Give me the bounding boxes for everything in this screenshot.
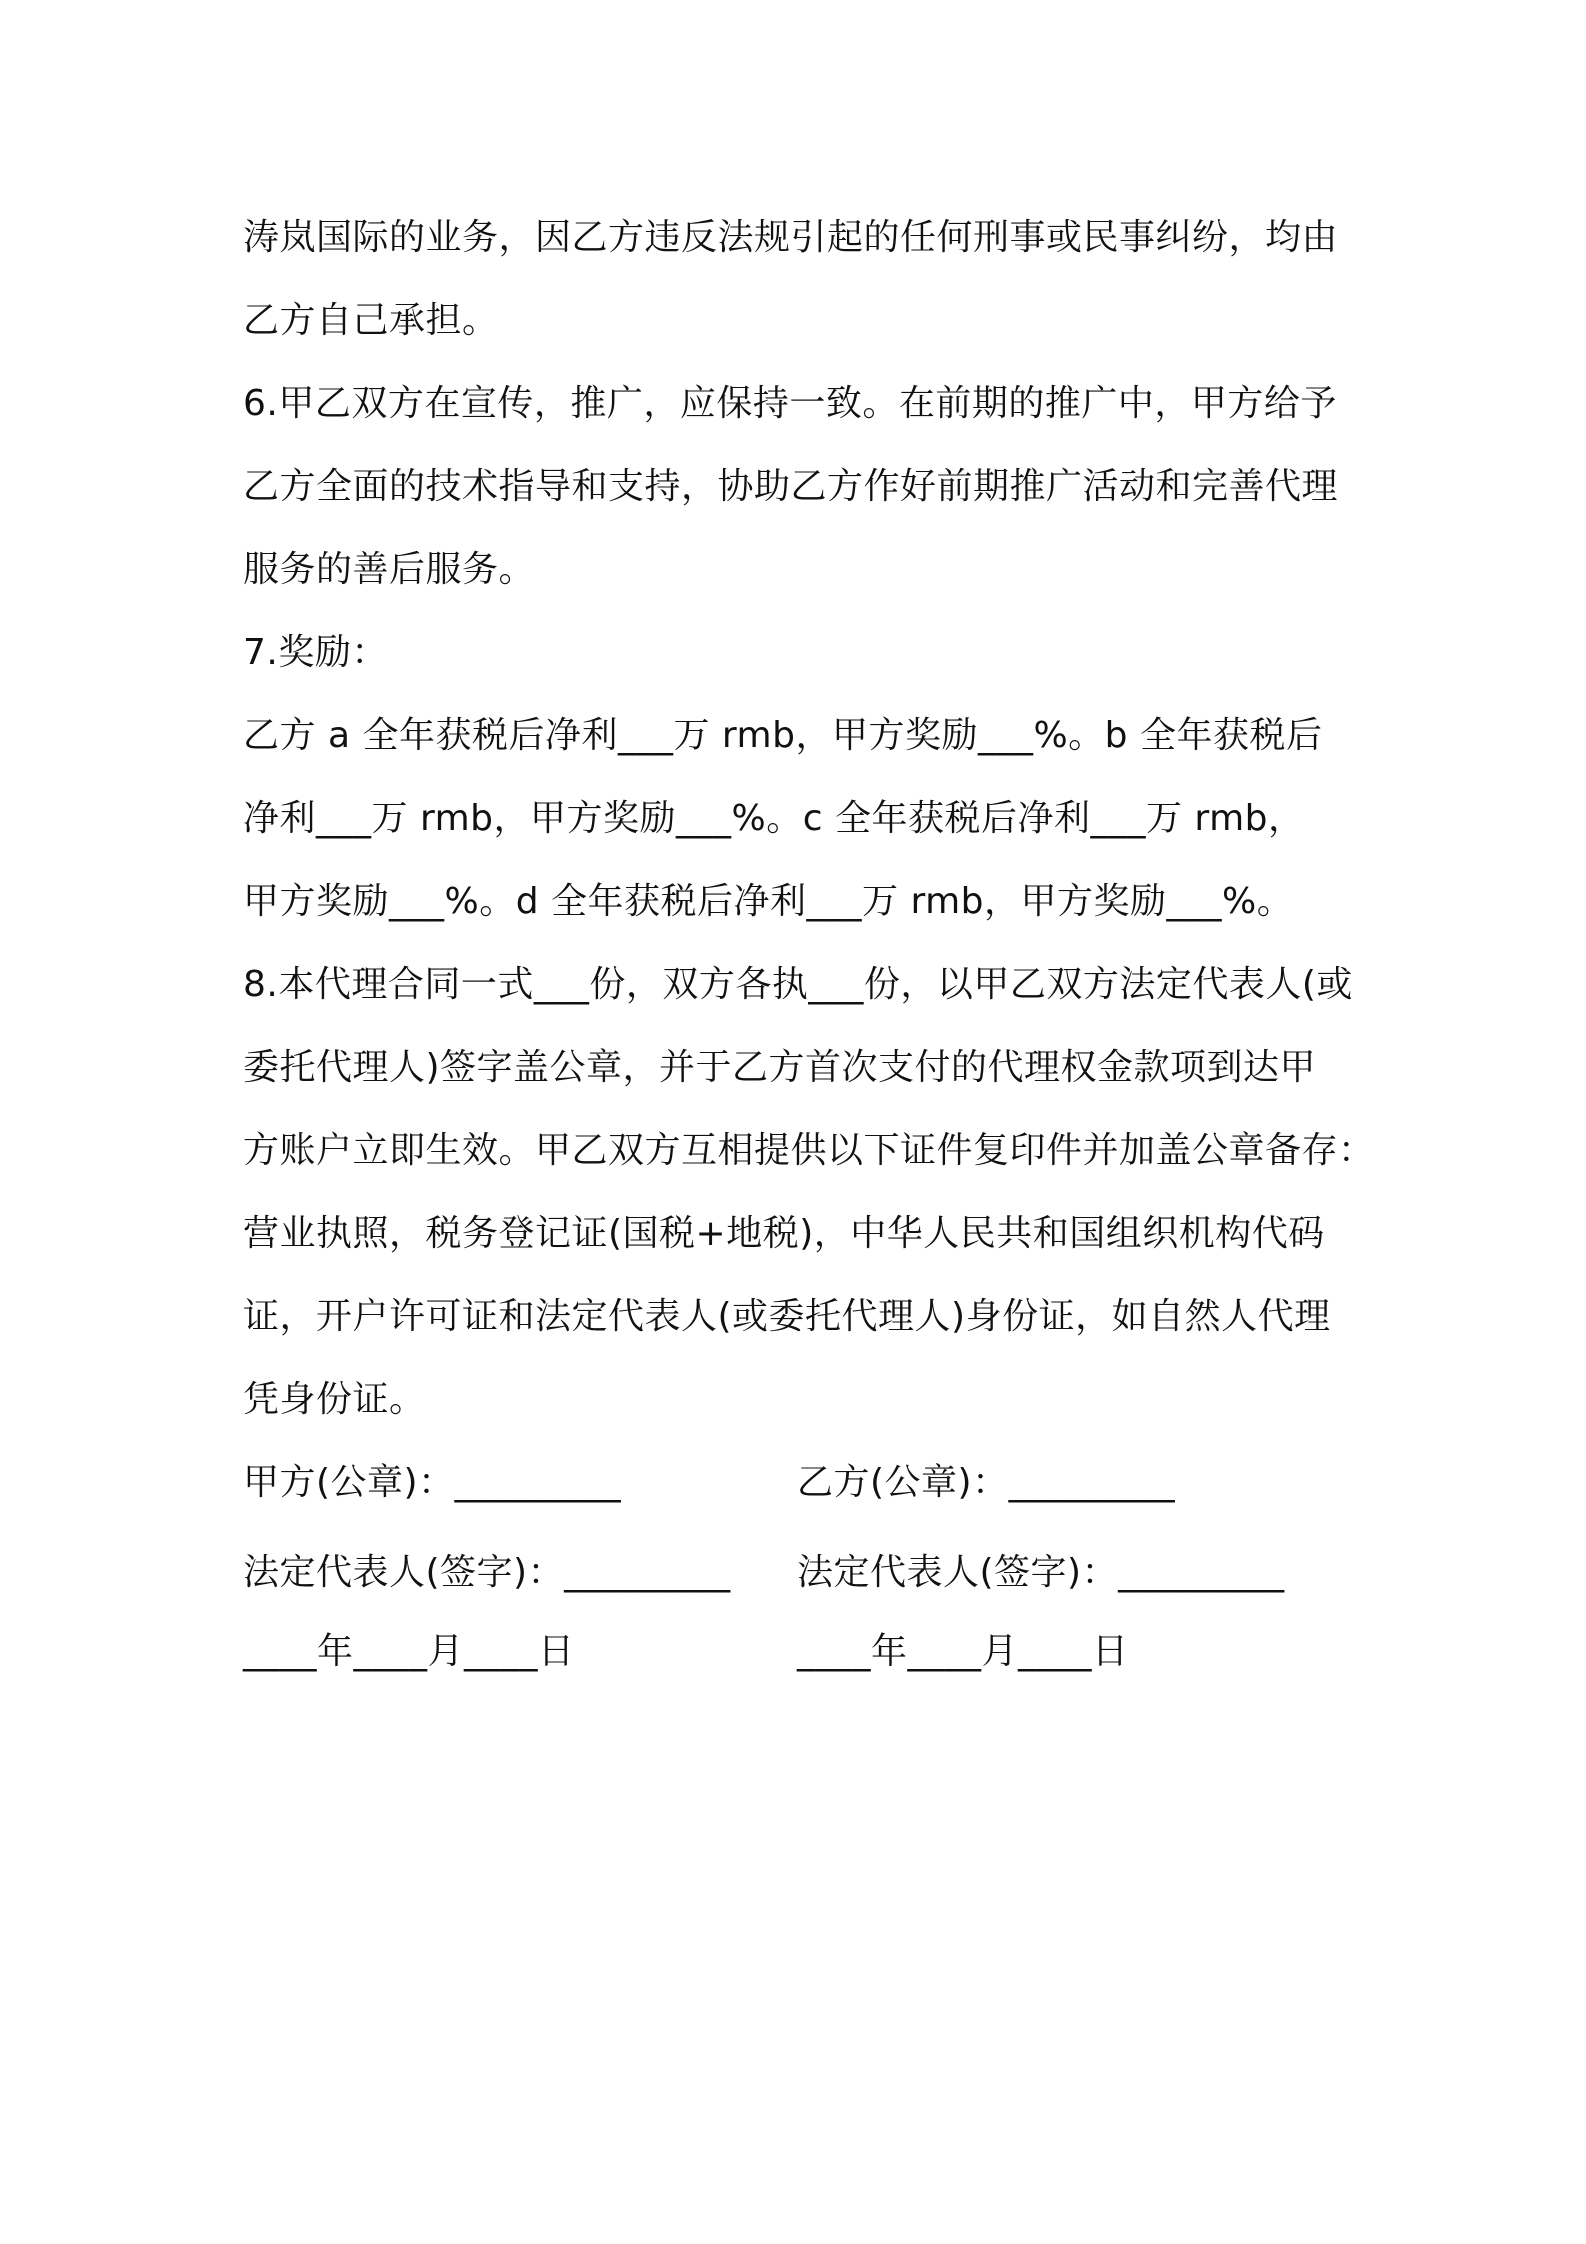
paragraph-line: 委托代理人)签字盖公章，并于乙方首次支付的代理权金款项到达甲 <box>243 1047 1317 1088</box>
paragraph-line: 6.甲乙双方在宣传，推广，应保持一致。在前期的推广中，甲方给予 <box>243 383 1337 424</box>
paragraph-line: 涛岚国际的业务，因乙方违反法规引起的任何刑事或民事纠纷，均由 <box>243 217 1339 258</box>
paragraph-line: 乙方自己承担。 <box>243 300 499 341</box>
paragraph-line: 方账户立即生效。甲乙双方互相提供以下证件复印件并加盖公章备存： <box>243 1130 1375 1171</box>
paragraph-line: 乙方 a 全年获税后净利___万 rmb，甲方奖励___%。b 全年获税后 <box>243 715 1323 756</box>
paragraph-line: 7.奖励： <box>243 632 388 673</box>
party-a-seal-line: 甲方(公章)：_________ <box>243 1462 622 1503</box>
paragraph-line: 服务的善后服务。 <box>243 549 536 590</box>
paragraph-line: 营业执照，税务登记证(国税+地税)，中华人民共和国组织机构代码 <box>243 1213 1325 1254</box>
paragraph-line: 净利___万 rmb，甲方奖励___%。c 全年获税后净利___万 rmb， <box>243 798 1305 839</box>
paragraph-line: 乙方全面的技术指导和支持，协助乙方作好前期推广活动和完善代理 <box>243 466 1339 507</box>
party-b-seal-line: 乙方(公章)：_________ <box>797 1462 1176 1503</box>
party-b-date-line: ____年____月____日 <box>797 1631 1129 1672</box>
paragraph-line: 甲方奖励___%。d 全年获税后净利___万 rmb，甲方奖励___%。 <box>243 881 1294 922</box>
paragraph-line: 证，开户许可证和法定代表人(或委托代理人)身份证，如自然人代理 <box>243 1296 1331 1337</box>
paragraph-line: 8.本代理合同一式___份，双方各执___份，以甲乙双方法定代表人(或 <box>243 964 1353 1005</box>
paragraph-line: 凭身份证。 <box>243 1379 426 1420</box>
party-b-representative-line: 法定代表人(签字)：_________ <box>797 1552 1285 1593</box>
party-a-representative-line: 法定代表人(签字)：_________ <box>243 1552 731 1593</box>
contract-body <box>243 196 1373 1441</box>
party-a-date-line: ____年____月____日 <box>243 1631 575 1672</box>
